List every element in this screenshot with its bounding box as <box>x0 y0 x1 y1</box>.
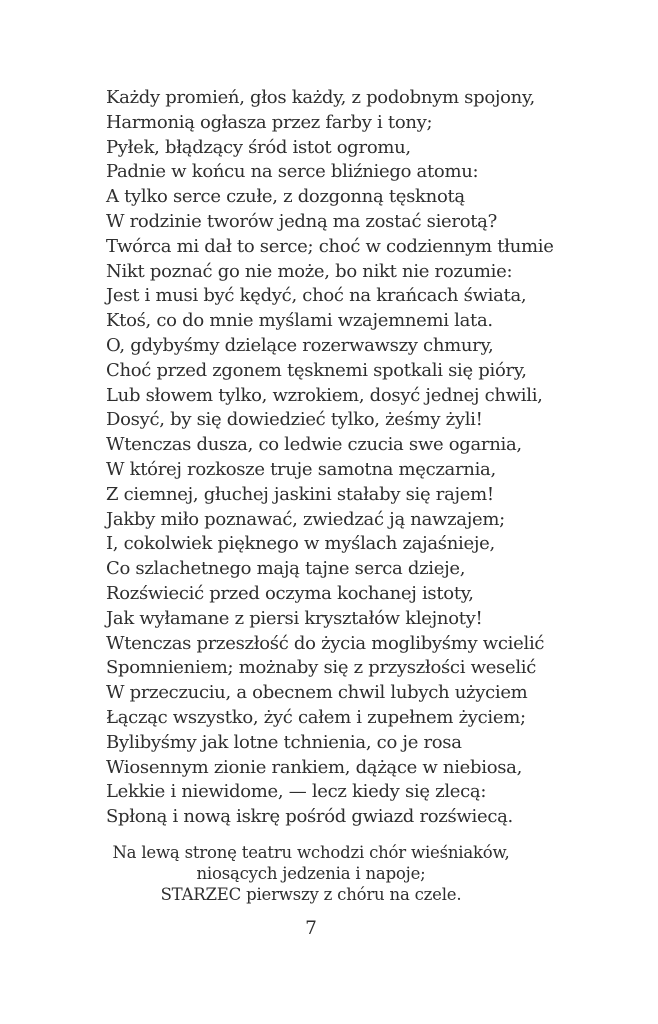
poem-line: Lub słowem tylko, wzrokiem, dosyć jednej chwili, <box>106 384 543 406</box>
stage-direction-line: Na lewą stronę teatru wchodzi chór wieśniaków, <box>112 842 510 862</box>
poem-line: Twórca mi dał to serce; choć w codziennym tłumie <box>106 235 554 257</box>
poem-line: Harmonią ogłasza przez farby i tony; <box>106 111 433 133</box>
poem-line: Łącząc wszystko, żyć całem i zupełnem życiem; <box>106 706 526 728</box>
poem-line: W przeczuciu, a obecnem chwil lubych użyciem <box>106 682 528 704</box>
stage-direction-line: niosących jedzenia i napoje; <box>196 863 426 883</box>
poem-line: Co szlachetnego mają tajne serca dzieje, <box>106 558 466 580</box>
poem-line: Bylibyśmy jak lotne tchnienia, co je rosa <box>106 731 462 753</box>
poem-line: Rozświecić przed oczyma kochanej istoty, <box>106 582 474 604</box>
poem-line: Jest i musi być kędyć, choć na krańcach świata, <box>106 285 527 307</box>
stage-direction <box>106 842 516 905</box>
poem-line: W której rozkosze truje samotna męczarnia, <box>106 458 496 480</box>
poem-line: Ktoś, co do mnie myślami wzajemnemi lata. <box>106 310 493 332</box>
page-content <box>106 86 554 940</box>
poem-line: Z ciemnej, głuchej jaskini stałaby się rajem! <box>106 483 494 505</box>
poem-line: I, cokolwiek pięknego w myślach zajaśnieje, <box>106 533 495 555</box>
poem-line: Spomnieniem; możnaby się z przyszłości weselić <box>106 657 537 679</box>
poem-line: Lekkie i niewidome, — lecz kiedy się zlecą: <box>106 781 487 803</box>
poem-line: Spłoną i nową iskrę pośród gwiazd rozświecą. <box>106 806 513 828</box>
poem-line: Każdy promień, głos każdy, z podobnym spojony, <box>106 87 535 108</box>
poem-line: O, gdybyśmy dzielące rozerwawszy chmury, <box>106 334 494 356</box>
poem-line: A tylko serce czułe, z dozgonną tęsknotą <box>106 186 465 208</box>
poem-line: Wiosennym zionie rankiem, dążące w niebiosa, <box>106 756 523 778</box>
poem-line: Wtenczas dusza, co ledwie czucia swe ogarnia, <box>106 434 522 456</box>
stage-direction-line: STARZEC pierwszy z chóru na czele. <box>160 884 462 904</box>
poem-line: Choć przed zgonem tęsknemi spotkali się pióry, <box>106 359 527 381</box>
poem-line: Wtenczas przeszłość do życia moglibyśmy wcielić <box>106 632 545 654</box>
page-number: 7 <box>305 917 317 939</box>
poem-line: Padnie w końcu na serce bliźniego atomu: <box>106 161 479 183</box>
poem-line: Pyłek, błądzący śród istot ogromu, <box>106 136 411 158</box>
poem-line: Jak wyłamane z piersi kryształów klejnoty! <box>106 607 483 629</box>
poem-line: Jakby miło poznawać, zwiedzać ją nawzajem; <box>106 508 505 530</box>
poem-stanza <box>106 86 554 830</box>
poem-line: Nikt poznać go nie może, bo nikt nie rozumie: <box>106 260 513 282</box>
poem-line: W rodzinie tworów jedną ma zostać sierotą? <box>106 210 497 232</box>
poem-line: Dosyć, by się dowiedzieć tylko, żeśmy żyli! <box>106 409 483 431</box>
